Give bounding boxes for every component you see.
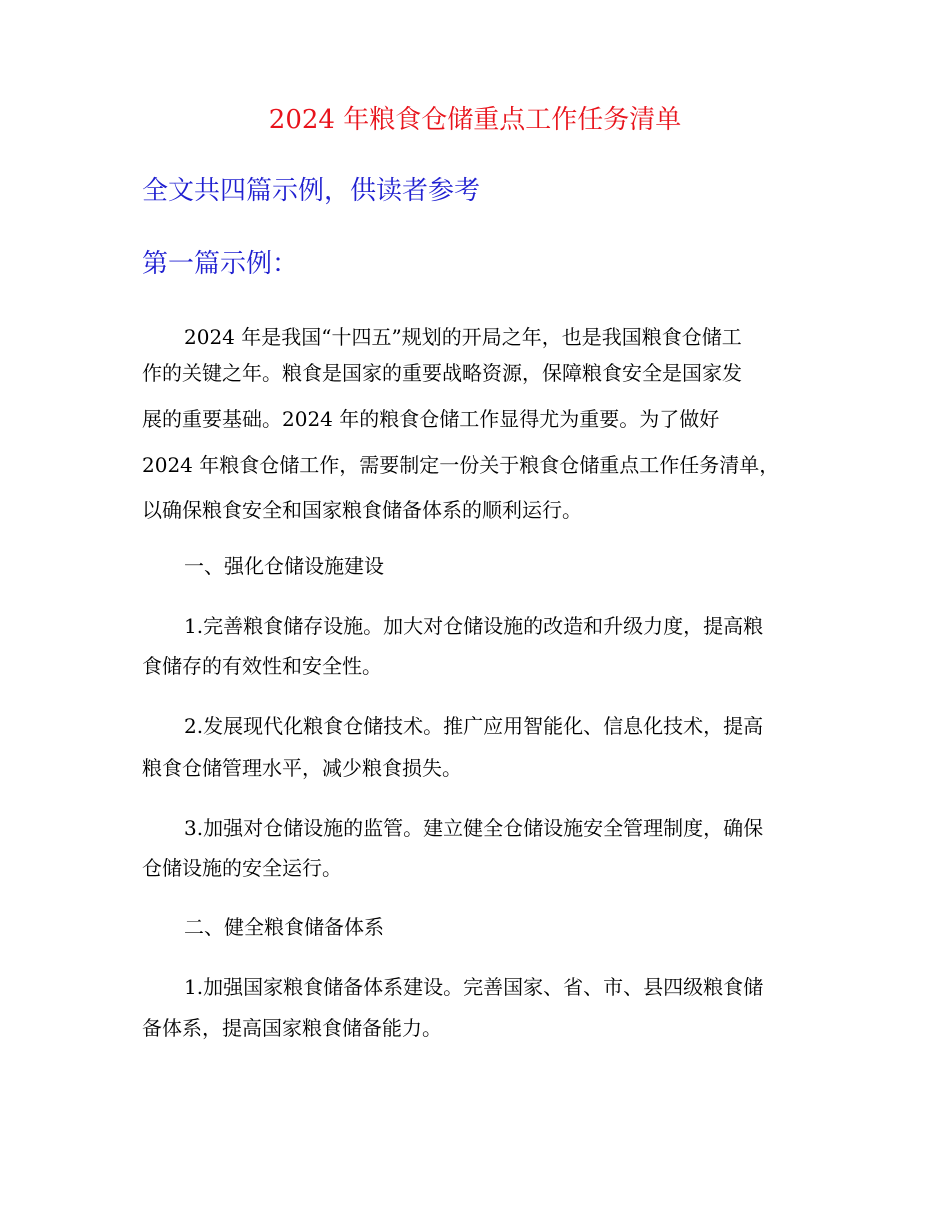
paragraph-1-line-1: 2024 年是我国“十四五”规划的开局之年，也是我国粮食仓储工 — [184, 325, 742, 349]
section-1-item-2-line-1: 2.发展现代化粮食仓储技术。推广应用智能化、信息化技术，提高 — [184, 714, 764, 738]
paragraph-1-line-5: 以确保粮食安全和国家粮食储备体系的顺利运行。 — [142, 498, 582, 522]
intro-line: 全文共四篇示例，供读者参考 — [142, 176, 481, 206]
section-1-item-3-line-1: 3.加强对仓储设施的监管。建立健全仓储设施安全管理制度，确保 — [184, 816, 764, 840]
section-2-item-1-line-1: 1.加强国家粮食储备体系建设。完善国家、省、市、县四级粮食储 — [184, 975, 764, 999]
section-1-item-3-line-2: 仓储设施的安全运行。 — [142, 856, 342, 880]
document-title: 2024 年粮食仓储重点工作任务清单 — [268, 105, 682, 135]
section-2-heading: 二、健全粮食储备体系 — [184, 915, 384, 939]
example-heading: 第一篇示例： — [142, 249, 299, 279]
section-2-item-1-line-2: 备体系，提高国家粮食储备能力。 — [142, 1016, 442, 1040]
section-1-heading: 一、强化仓储设施建设 — [184, 554, 384, 578]
paragraph-1-line-4: 2024 年粮食仓储工作，需要制定一份关于粮食仓储重点工作任务清单， — [142, 453, 780, 477]
section-1-item-1-line-2: 食储存的有效性和安全性。 — [142, 654, 382, 678]
paragraph-1-line-3: 展的重要基础。2024 年的粮食仓储工作显得尤为重要。为了做好 — [142, 407, 720, 431]
section-1-item-2-line-2: 粮食仓储管理水平，减少粮食损失。 — [142, 756, 462, 780]
section-1-item-1-line-1: 1.完善粮食储存设施。加大对仓储设施的改造和升级力度，提高粮 — [184, 614, 764, 638]
paragraph-1-line-2: 作的关键之年。粮食是国家的重要战略资源，保障粮食安全是国家发 — [142, 361, 742, 385]
